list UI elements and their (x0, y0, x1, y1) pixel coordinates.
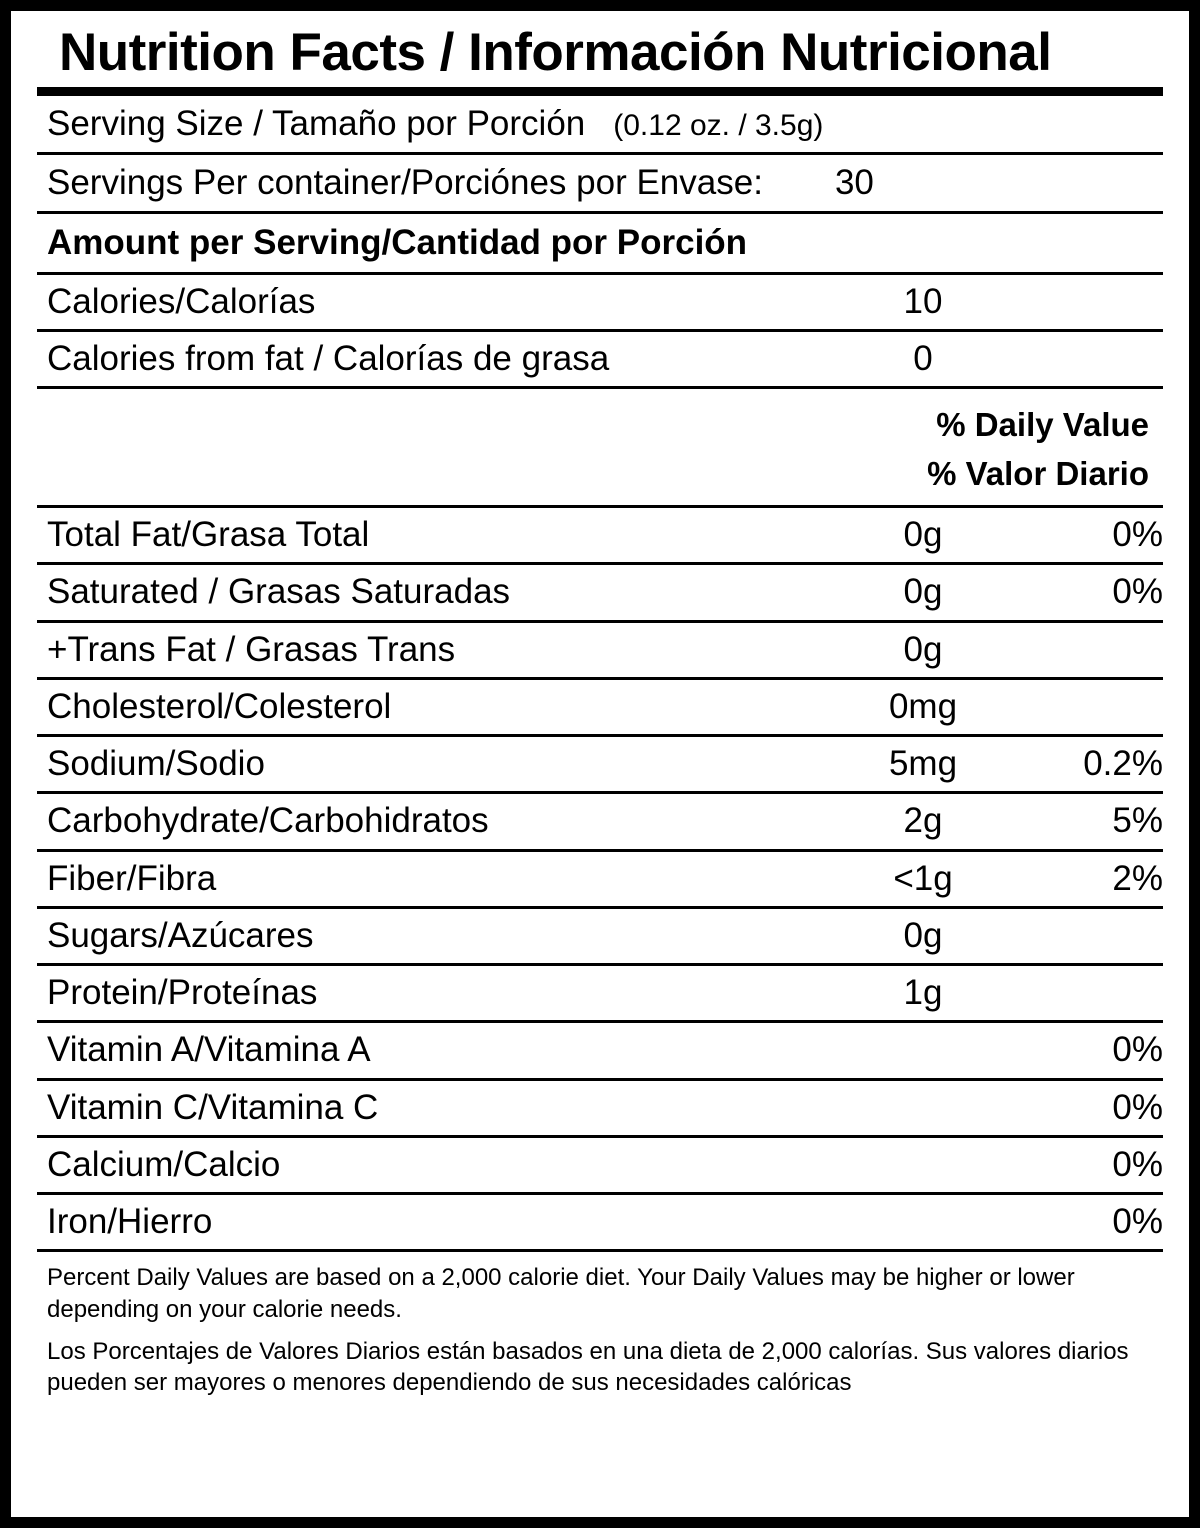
nutrient-name: +Trans Fat / Grasas Trans (47, 629, 456, 669)
nutrient-name: Calcium/Calcio (47, 1144, 281, 1184)
amount-per-serving-heading: Amount per Serving/Cantidad por Porción (47, 222, 748, 262)
page-title: Nutrition Facts / Información Nutricional (59, 23, 1052, 82)
nutrient-name: Sugars/Azúcares (47, 915, 314, 955)
divider-title (37, 87, 1163, 96)
daily-value-header-english: % Daily Value (936, 406, 1149, 444)
nutrient-amount: 1g (903, 973, 943, 1013)
table-row (37, 1195, 1163, 1249)
nutrient-amount: 2g (903, 801, 943, 841)
table-row (37, 1138, 1163, 1192)
table-row (37, 1081, 1163, 1135)
nutrient-daily-value: 0% (1112, 515, 1163, 555)
footnote-spanish: Los Porcentajes de Valores Diarios están basados en una dieta de 2,000 calorías. Sus valores diarios pueden ser mayores o menores dependiendo de sus necesidades calóricas (47, 1337, 1129, 1397)
nutrient-amount: 0g (903, 515, 943, 555)
table-row (37, 852, 1163, 906)
nutrient-amount: <1g (893, 858, 953, 898)
nutrient-daily-value: 0% (1112, 1202, 1163, 1242)
daily-value-header-spanish: % Valor Diario (927, 455, 1149, 493)
table-row (37, 623, 1163, 677)
serving-size-value: (0.12 oz. / 3.5g) (613, 108, 824, 142)
nutrient-amount: 0g (903, 629, 943, 669)
nutrient-daily-value: 0% (1112, 1087, 1163, 1127)
nutrient-daily-value: 5% (1112, 801, 1163, 841)
calories-row (37, 275, 1163, 329)
nutrient-name: Saturated / Grasas Saturadas (47, 572, 511, 612)
table-row (37, 508, 1163, 562)
servings-per-container-value: 30 (834, 162, 874, 202)
table-row (37, 909, 1163, 963)
footnotes (37, 1252, 1163, 1399)
calories-label: Calories/Calorías (47, 281, 316, 321)
servings-per-container-label: Servings Per container/Porciónes por Envase: (47, 162, 763, 202)
nutrient-name: Iron/Hierro (47, 1202, 213, 1242)
table-row (37, 794, 1163, 848)
table-row (37, 680, 1163, 734)
nutrient-amount: 0mg (888, 686, 958, 726)
nutrient-name: Sodium/Sodio (47, 744, 265, 784)
nutrient-list (37, 508, 1163, 1252)
nutrient-daily-value: 0.2% (1083, 744, 1163, 784)
serving-size-row (37, 96, 1163, 152)
nutrient-daily-value: 2% (1112, 858, 1163, 898)
nutrient-daily-value: 0% (1112, 1030, 1163, 1070)
nutrient-name: Vitamin C/Vitamina C (47, 1087, 379, 1127)
nutrient-daily-value: 0% (1112, 1144, 1163, 1184)
nutrient-name: Carbohydrate/Carbohidratos (47, 801, 489, 841)
table-row (37, 966, 1163, 1020)
nutrient-name: Cholesterol/Colesterol (47, 686, 392, 726)
servings-per-container-row (37, 155, 1163, 211)
calories-from-fat-label: Calories from fat / Calorías de grasa (47, 338, 610, 378)
table-row (37, 737, 1163, 791)
nutrient-name: Fiber/Fibra (47, 858, 217, 898)
nutrient-amount: 0g (903, 572, 943, 612)
nutrient-daily-value: 0% (1112, 572, 1163, 612)
nutrient-name: Vitamin A/Vitamina A (47, 1030, 371, 1070)
nutrient-name: Protein/Proteínas (47, 973, 318, 1013)
serving-size-label: Serving Size / Tamaño por Porción (47, 103, 586, 143)
calories-from-fat-value: 0 (913, 338, 933, 378)
nutrient-amount: 5mg (888, 744, 958, 784)
table-row (37, 565, 1163, 619)
footnote-english: Percent Daily Values are based on a 2,000 calorie diet. Your Daily Values may be higher or lower depending on your calorie needs. (47, 1264, 1075, 1324)
nutrient-amount: 0g (903, 915, 943, 955)
table-row (37, 1023, 1163, 1077)
nutrient-name: Total Fat/Grasa Total (47, 515, 370, 555)
calories-from-fat-row (37, 332, 1163, 386)
calories-value: 10 (903, 281, 943, 321)
